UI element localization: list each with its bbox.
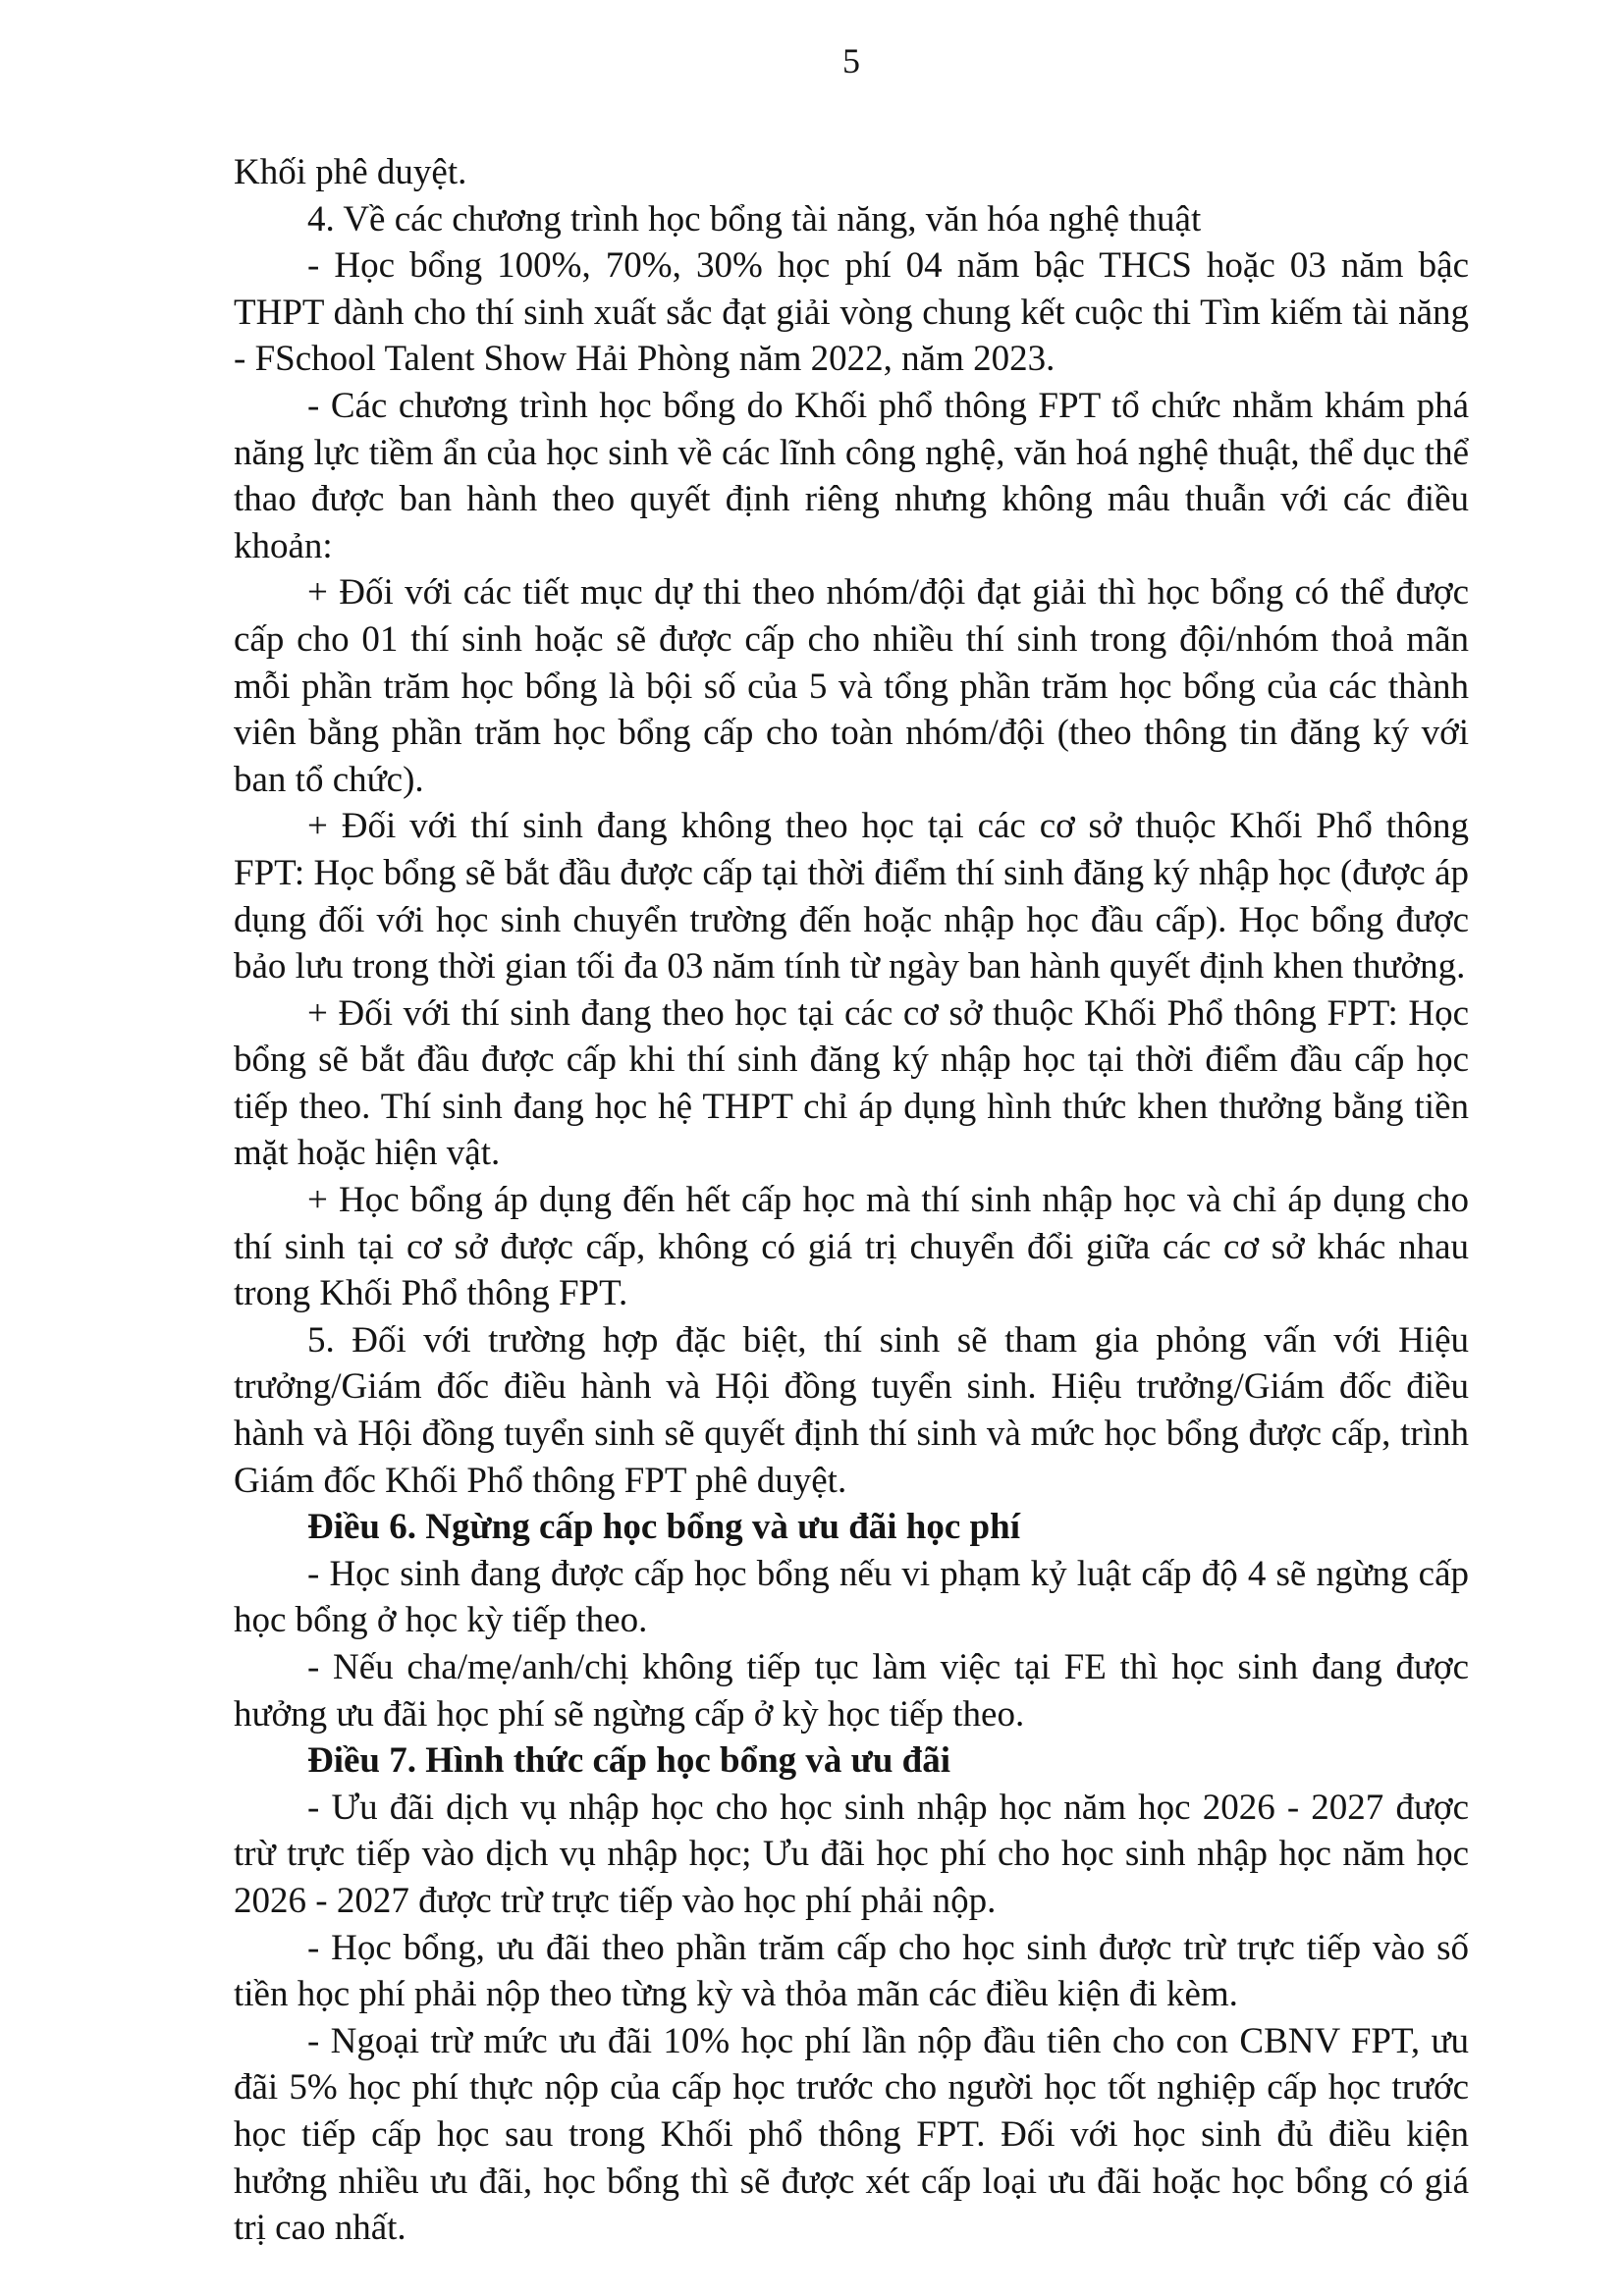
- paragraph: - Học bổng 100%, 70%, 30% học phí 04 năm bậc THCS hoặc 03 năm bậc THPT dành cho thí sinh xuất sắc đạt giải vòng chung kết cuộc thi Tìm kiếm tài năng - FSchool Talent Show Hải Phòng năm 2022, năm 2023.: [234, 245, 1469, 380]
- paragraph: - Học sinh đang được cấp học bổng nếu vi phạm kỷ luật cấp độ 4 sẽ ngừng cấp học bổng ở học kỳ tiếp theo.: [234, 1553, 1469, 1641]
- paragraph: - Ưu đãi dịch vụ nhập học cho học sinh nhập học năm học 2026 - 2027 được trừ trực tiếp vào dịch vụ nhập học; Ưu đãi học phí cho học sinh nhập học năm học 2026 - 2027 được trừ trực tiếp vào học phí phải nộp.: [234, 1787, 1469, 1921]
- page-number: 5: [842, 41, 860, 80]
- paragraph: - Nếu cha/mẹ/anh/chị không tiếp tục làm việc tại FE thì học sinh đang được hưởng ưu đãi học phí sẽ ngừng cấp ở kỳ học tiếp theo.: [234, 1647, 1469, 1735]
- paragraph: 4. Về các chương trình học bổng tài năng, văn hóa nghệ thuật: [307, 198, 1202, 240]
- paragraph: 5. Đối với trường hợp đặc biệt, thí sinh sẽ tham gia phỏng vấn với Hiệu trưởng/Giám đốc điều hành và Hội đồng tuyển sinh. Hiệu trưởng/Giám đốc điều hành và Hội đồng tuyển sinh sẽ quyết định thí sinh và mức học bổng được cấp, trình Giám đốc Khối Phổ thông FPT phê duyệt.: [234, 1319, 1469, 1501]
- section-heading: Điều 6. Ngừng cấp học bổng và ưu đãi học phí: [307, 1507, 1020, 1548]
- paragraph: + Đối với thí sinh đang theo học tại các cơ sở thuộc Khối Phổ thông FPT: Học bổng sẽ bắt đầu được cấp khi thí sinh đăng ký nhập học tại thời điểm đầu cấp học tiếp theo. Thí sinh đang học hệ THPT chỉ áp dụng hình thức khen thưởng bằng tiền mặt hoặc hiện vật.: [234, 992, 1469, 1174]
- paragraph: - Ngoại trừ mức ưu đãi 10% học phí lần nộp đầu tiên cho con CBNV FPT, ưu đãi 5% học phí thực nộp của cấp học trước cho người học tốt nghiệp cấp học trước học tiếp cấp học sau trong Khối phổ thông FPT. Đối với học sinh đủ điều kiện hưởng nhiều ưu đãi, học bổng thì sẽ được xét cấp loại ưu đãi hoặc học bổng có giá trị cao nhất.: [234, 2020, 1469, 2249]
- paragraph: + Đối với các tiết mục dự thi theo nhóm/đội đạt giải thì học bổng có thể được cấp cho 01 thí sinh hoặc sẽ được cấp cho nhiều thí sinh trong đội/nhóm thoả mãn mỗi phần trăm học bổng là bội số của 5 và tổng phần trăm học bổng của các thành viên bằng phần trăm học bổng cấp cho toàn nhóm/đội (theo thông tin đăng ký với ban tổ chức).: [234, 572, 1469, 800]
- section-heading: Điều 7. Hình thức cấp học bổng và ưu đãi: [307, 1740, 951, 1782]
- paragraph: + Học bổng áp dụng đến hết cấp học mà thí sinh nhập học và chỉ áp dụng cho thí sinh tại cơ sở được cấp, không có giá trị chuyển đổi giữa các cơ sở khác nhau trong Khối Phổ thông FPT.: [234, 1180, 1469, 1314]
- paragraph: - Các chương trình học bổng do Khối phổ thông FPT tổ chức nhằm khám phá năng lực tiềm ẩn của học sinh về các lĩnh công nghệ, văn hoá nghệ thuật, thể dục thể thao được ban hành theo quyết định riêng nhưng không mâu thuẫn với các điều khoản:: [234, 385, 1469, 566]
- paragraph: + Đối với thí sinh đang không theo học tại các cơ sở thuộc Khối Phổ thông FPT: Học bổng sẽ bắt đầu được cấp tại thời điểm thí sinh đăng ký nhập học (được áp dụng đối với học sinh chuyển trường đến hoặc nhập học đầu cấp). Học bổng được bảo lưu trong thời gian tối đa 03 năm tính từ ngày ban hành quyết định khen thưởng.: [234, 806, 1469, 988]
- paragraph: Khối phê duyệt.: [234, 152, 467, 192]
- paragraph: - Học bổng, ưu đãi theo phần trăm cấp cho học sinh được trừ trực tiếp vào số tiền học phí phải nộp theo từng kỳ và thỏa mãn các điều kiện đi kèm.: [234, 1927, 1469, 2015]
- document-body: [234, 149, 1469, 2252]
